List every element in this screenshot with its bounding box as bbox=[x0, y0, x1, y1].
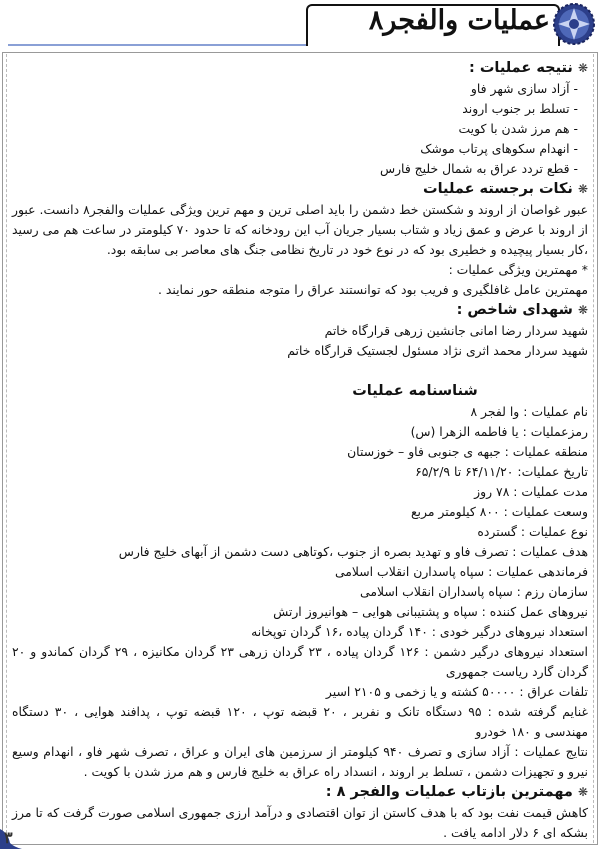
id-card-line: هدف عملیات : تصرف فاو و تهدید بصره از جنوب ،کوتاهی دست دشمن از آبهای خلیج فارس bbox=[118, 544, 588, 559]
star-bullet-icon: ❋ bbox=[577, 182, 588, 196]
page-number: ۳ bbox=[4, 828, 13, 847]
result-heading-text: نتیجه عملیات : bbox=[468, 60, 573, 76]
result-item: - انهدام سکوهای پرتاب موشک bbox=[420, 141, 578, 156]
id-card-line: نیروهای عمل کننده : سپاه و پشتیبانی هوایی – هوانیروز ارتش bbox=[273, 604, 588, 619]
content bbox=[12, 58, 588, 843]
result-item: - قطع تردد عراق به شمال خلیج فارس bbox=[379, 161, 578, 176]
id-card-line: نتایج عملیات : آزاد سازی و تصرف ۹۴۰ کیلومتر از سرزمین های ایران و عراق ، تصرف شهر فاو ، انهدام وسیع نیرو و تجهیزات دشمن ، تسلط بر اروند ، انسداد راه عراق به خلیج فارس و هم مرز شدن با کویت . bbox=[12, 744, 588, 779]
result-item: - هم مرز شدن با کویت bbox=[458, 121, 578, 136]
id-card-line: نوع عملیات : گسترده bbox=[477, 524, 588, 539]
id-card-line: تلفات عراق : ۵۰۰۰۰ کشته و یا زخمی و ۲۱۰۵ اسیر bbox=[325, 684, 588, 699]
id-card-line: نام عملیات : وا لفجر ۸ bbox=[470, 404, 588, 419]
ornament-medallion-icon bbox=[552, 2, 596, 46]
martyr-item: شهید سردار رضا امانی جانشین زرهی قرارگاه خاتم bbox=[324, 323, 588, 338]
martyr-item: شهید سردار محمد اثری نژاد مسئول لجستیک قرارگاه خاتم bbox=[287, 343, 588, 358]
page-title: عملیات والفجر۸ bbox=[368, 5, 550, 36]
frame-dash-right bbox=[592, 54, 594, 843]
section-heading-highlights bbox=[12, 179, 588, 200]
martyrs-heading-text: شهدای شاخص : bbox=[456, 302, 573, 318]
highlights-heading-text: نکات برجسته عملیات bbox=[423, 181, 573, 197]
star-bullet-icon: ❋ bbox=[577, 303, 588, 317]
id-card-line: غنایم گرفته شده : ۹۵ دستگاه تانک و نفربر ، ۲۰ قبضه توپ ، ۱۲۰ قبضه توپ ، پدافند هوایی ، ۳۰ دستگاه مهندسی و ۱۸۰ خودرو bbox=[12, 704, 588, 739]
id-card-line: استعداد نیروهای درگیر خودی : ۱۴۰ گردان پیاده ،۱۶ گردان توپخانه bbox=[251, 624, 588, 639]
id-card-line: استعداد نیروهای درگیر دشمن : ۱۲۶ گردان پیاده ، ۲۳ گردان زرهی ۲۳ گردان مکانیزه ، ۲۹ گردان کماندو و ۲۰ گردان گارد ریاست جمهوری bbox=[12, 644, 588, 679]
highlights-subheading: * مهمترین ویژگی عملیات : bbox=[448, 262, 588, 277]
highlights-paragraph: عبور غواصان از اروند و شکستن خط دشمن را باید اصلی ترین و مهم ترین ویژگی عملیات والفجر۸ دانست. عبور از اروند با عرض و عمق زیاد و شتاب بسیار جریان آب این رودخانه که تا حدود ۷۰ کیلومتر در ساعت هم می رسید ،کار بسیار پیچیده و خطیری بود که در نوع خود در تاریخ نظامی جنگ های معاصر بی سابقه بود. bbox=[12, 202, 588, 257]
page-header bbox=[0, 0, 600, 50]
id-card-line: منطقه عملیات : جبهه ی جنوبی فاو – خوزستان bbox=[347, 444, 588, 459]
id-card-line: فرماندهی عملیات : سپاه پاسدارن انقلاب اسلامی bbox=[334, 564, 588, 579]
id-card-line: مدت عملیات : ۷۸ روز bbox=[474, 484, 588, 499]
id-card-line: سازمان رزم : سپاه پاسداران انقلاب اسلامی bbox=[360, 584, 588, 599]
reflections-heading-text: مهمترین بازتاب عملیات والفجر ۸ : bbox=[325, 784, 573, 800]
result-list bbox=[12, 79, 588, 179]
section-heading-id-card: شناسنامه عملیات bbox=[352, 383, 478, 399]
section-heading-martyrs bbox=[12, 300, 588, 321]
section-heading-reflections bbox=[12, 782, 588, 803]
result-item: - تسلط بر جنوب اروند bbox=[462, 101, 578, 116]
result-item: - آزاد سازی شهر فاو bbox=[470, 81, 578, 96]
header-rule bbox=[8, 44, 308, 46]
id-card-line: رمزعملیات : یا فاطمه الزهرا (س) bbox=[410, 424, 588, 439]
star-bullet-icon: ❋ bbox=[577, 785, 588, 799]
reflections-paragraph: کاهش قیمت نفت بود که با هدف کاستن از توان اقتصادی و درآمد ارزی جمهوری اسلامی صورت گرفت که تا مرز بشکه ای ۶ دلار ادامه یافت . bbox=[12, 805, 588, 840]
spacer bbox=[12, 361, 588, 381]
id-card-line: تاریخ عملیات: ۶۴/۱۱/۲۰ تا ۶۵/۲/۹ bbox=[415, 464, 588, 479]
frame-dash-left bbox=[6, 54, 8, 843]
star-bullet-icon: ❋ bbox=[577, 61, 588, 75]
highlights-subtext: مهمترین عامل غافلگیری و فریب بود که توانستند عراق را متوجه منطقه حور نمایند . bbox=[157, 282, 588, 297]
id-card-line: وسعت عملیات : ۸۰۰ کیلومتر مربع bbox=[410, 504, 588, 519]
section-heading-result bbox=[12, 58, 588, 79]
